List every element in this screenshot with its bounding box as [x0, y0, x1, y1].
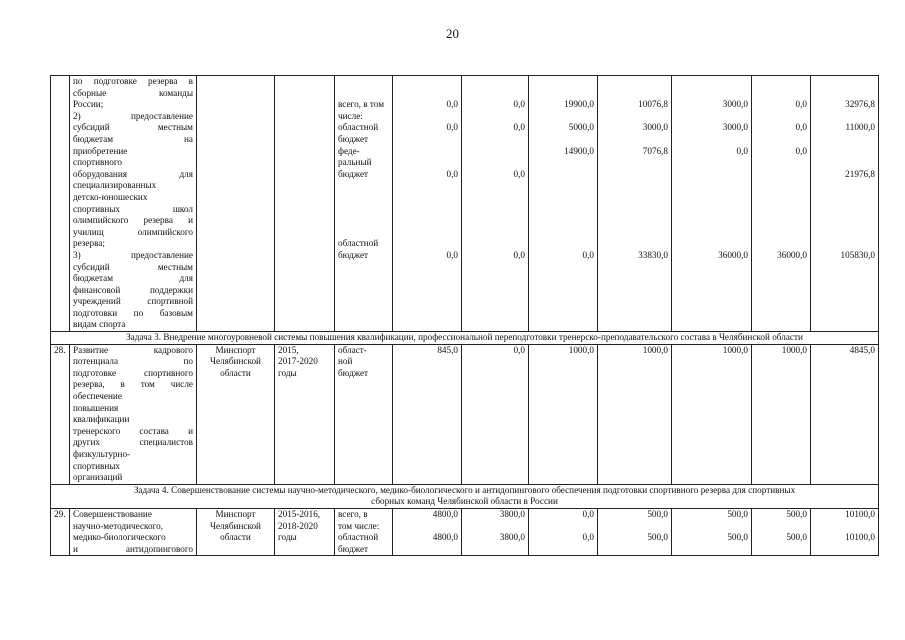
- cell-value: [462, 76, 529, 332]
- cell-value: [393, 76, 462, 332]
- cell-value: 1000,0: [752, 344, 811, 484]
- cell-value: 4845,0: [811, 344, 879, 484]
- value: 500,0: [647, 532, 668, 543]
- cell-value: [811, 76, 879, 332]
- source-text: всего, в: [338, 508, 368, 519]
- cell-value: [752, 508, 811, 555]
- value: 11000,0: [845, 122, 875, 133]
- task-heading: [51, 484, 879, 508]
- value: 500,0: [727, 532, 748, 543]
- description-line: спортивных: [73, 460, 121, 471]
- task-text: Задача 4. Совершенствование системы научно-методического, медико-биологического и антидопингового обеспечения подготовки спортивного резерва для спортивных: [133, 484, 796, 495]
- value: 36000,0: [718, 249, 748, 260]
- source-text: бюджет: [338, 133, 369, 144]
- cell-value: 1000,0: [598, 344, 672, 484]
- years-text: 2015-2016,: [278, 508, 321, 519]
- description-line: резерва, в том числе: [73, 379, 193, 390]
- description-line: видам спорта: [73, 319, 126, 330]
- cell-value: 845,0: [393, 344, 462, 484]
- description-line: по подготовке резерва в: [73, 76, 193, 86]
- description-line: подготовке спортивного: [73, 367, 193, 378]
- cell-value: [462, 508, 529, 555]
- value: 0,0: [795, 122, 807, 133]
- value: 4800,0: [432, 508, 458, 519]
- source-text: ральный: [338, 157, 372, 168]
- value: 0,0: [446, 122, 458, 133]
- value: 105830,0: [840, 249, 875, 260]
- source-text: бюджет: [338, 543, 369, 554]
- source-text: числе:: [338, 110, 363, 121]
- source-text: ной: [338, 356, 353, 367]
- description-line: повышения: [73, 402, 119, 413]
- value: 3000,0: [722, 99, 748, 110]
- value: 500,0: [786, 532, 807, 543]
- table-row-29: [51, 508, 879, 555]
- executor-text: Челябинской: [210, 356, 261, 367]
- value: 10076,8: [638, 99, 668, 110]
- description-line: 3) предоставление: [73, 249, 193, 260]
- years-text: годы: [278, 532, 297, 543]
- value: 0,0: [582, 532, 594, 543]
- row-number: 29.: [51, 508, 70, 555]
- value: 5000,0: [568, 122, 594, 133]
- description-line: бюджетам на: [73, 133, 193, 144]
- description-line: спортивного: [73, 157, 122, 168]
- value: 3800,0: [499, 508, 525, 519]
- program-table: [50, 75, 879, 556]
- value: 0,0: [513, 99, 525, 110]
- description-line: Совершенствование: [73, 508, 152, 519]
- cell-years: [275, 344, 335, 484]
- task-row: [51, 332, 879, 345]
- description-line: олимпийского резерва и: [73, 215, 193, 226]
- cell-value: 1000,0: [529, 344, 598, 484]
- value: 0,0: [582, 249, 594, 260]
- row-number: 28.: [51, 344, 70, 484]
- cell-source: [335, 344, 393, 484]
- source-text: областной: [338, 238, 379, 249]
- value: 0,0: [446, 168, 458, 179]
- value: 33830,0: [638, 249, 668, 260]
- cell-num: [51, 76, 70, 332]
- value: 0,0: [446, 249, 458, 260]
- value: 36000,0: [777, 249, 807, 260]
- source-text: феде-: [338, 145, 360, 156]
- cell-description: [70, 508, 197, 555]
- cell-executor: [197, 344, 275, 484]
- description-line: специализированных: [73, 180, 157, 191]
- source-text: област-: [338, 344, 367, 355]
- executor-text: Минспорт: [215, 344, 256, 355]
- task-text: сборных команд Челябинской области в России: [371, 496, 558, 507]
- executor-text: области: [220, 367, 251, 378]
- page-number: 20: [446, 26, 459, 41]
- value: 0,0: [736, 145, 748, 156]
- value: 3000,0: [642, 122, 668, 133]
- cell-executor: [197, 76, 275, 332]
- source-text: областной: [338, 532, 379, 543]
- description-line: приобретение: [73, 145, 128, 156]
- description-line: бюджетам для: [73, 273, 193, 284]
- cell-value: [598, 508, 672, 555]
- source-text: том числе:: [338, 520, 380, 531]
- years-text: годы: [278, 367, 297, 378]
- value: 0,0: [795, 145, 807, 156]
- value: 0,0: [513, 249, 525, 260]
- source-text: бюджет: [338, 168, 369, 179]
- value: 0,0: [446, 99, 458, 110]
- value: 32976,8: [845, 99, 875, 110]
- source-text: бюджет: [338, 249, 369, 260]
- value: 500,0: [786, 508, 807, 519]
- cell-source: [335, 76, 393, 332]
- description-line: субсидий местным: [73, 122, 193, 133]
- cell-value: [672, 76, 752, 332]
- task-row: [51, 484, 879, 508]
- cell-value: [672, 508, 752, 555]
- description-line: субсидий местным: [73, 261, 193, 272]
- value: 0,0: [582, 508, 594, 519]
- description-line: физкультурно-: [73, 449, 131, 459]
- cell-value: 0,0: [462, 344, 529, 484]
- value: 0,0: [795, 99, 807, 110]
- value: 21976,8: [845, 168, 875, 179]
- value: 500,0: [727, 508, 748, 519]
- value: 7076,8: [642, 145, 668, 156]
- executor-text: Минспорт: [215, 508, 256, 519]
- value: 10100,0: [845, 532, 875, 543]
- cell-value: [752, 76, 811, 332]
- value: 4800,0: [432, 532, 458, 543]
- description-line: квалификации: [73, 414, 130, 425]
- cell-source: [335, 508, 393, 555]
- value: 19900,0: [564, 99, 594, 110]
- description-line: Развитие кадрового: [73, 344, 193, 355]
- description-line: училищ олимпийского: [73, 226, 193, 237]
- cell-description: [70, 76, 197, 332]
- description-line: детско-юношеских: [73, 191, 148, 202]
- cell-years: [275, 76, 335, 332]
- value: 3000,0: [722, 122, 748, 133]
- description-line: обеспечение: [73, 391, 122, 402]
- description-line: и антидопингового: [73, 543, 193, 554]
- description-line: научно-методического,: [73, 520, 164, 531]
- task-heading: Задача 3. Внедрение многоуровневой системы повышения квалификации, профессиональной переподготовки тренерско-преподавательского состава в Челябинской области: [51, 332, 879, 345]
- executor-text: Челябинской: [210, 520, 261, 531]
- description-line: учреждений спортивной: [73, 296, 193, 307]
- description-line: финансовой поддержки: [73, 284, 193, 295]
- description-line: сборные команды: [73, 87, 193, 98]
- description-line: России;: [73, 99, 104, 110]
- source-text: областной: [338, 122, 379, 133]
- cell-description: [70, 344, 197, 484]
- description-line: медико-биологического: [73, 532, 166, 543]
- cell-value: [811, 508, 879, 555]
- cell-value: [529, 508, 598, 555]
- value: 3800,0: [499, 532, 525, 543]
- cell-years: [275, 508, 335, 555]
- years-text: 2015,: [278, 344, 299, 355]
- description-line: потенциала по: [73, 356, 193, 367]
- description-line: спортивных школ: [73, 203, 193, 214]
- value: 0,0: [513, 168, 525, 179]
- description-line: других специалистов: [73, 437, 193, 448]
- cell-value: 1000,0: [672, 344, 752, 484]
- source-text: бюджет: [338, 367, 369, 378]
- value: 14900,0: [564, 145, 594, 156]
- source-text: всего, в том: [338, 99, 385, 110]
- cell-value: [529, 76, 598, 332]
- years-text: 2018-2020: [278, 520, 318, 531]
- description-line: оборудования для: [73, 168, 193, 179]
- description-line: резерва;: [73, 238, 105, 249]
- table-row-continued: [51, 76, 879, 332]
- description-line: организаций: [73, 472, 123, 483]
- description-line: тренерского состава и: [73, 425, 193, 436]
- years-text: 2017-2020: [278, 356, 318, 367]
- description-line: подготовки по базовым: [73, 307, 193, 318]
- table-row-28: [51, 344, 879, 484]
- cell-executor: [197, 508, 275, 555]
- value: 0,0: [513, 122, 525, 133]
- cell-value: [598, 76, 672, 332]
- cell-value: [393, 508, 462, 555]
- description-line: 2) предоставление: [73, 110, 193, 121]
- value: 500,0: [647, 508, 668, 519]
- executor-text: области: [220, 532, 251, 543]
- value: 10100,0: [845, 508, 875, 519]
